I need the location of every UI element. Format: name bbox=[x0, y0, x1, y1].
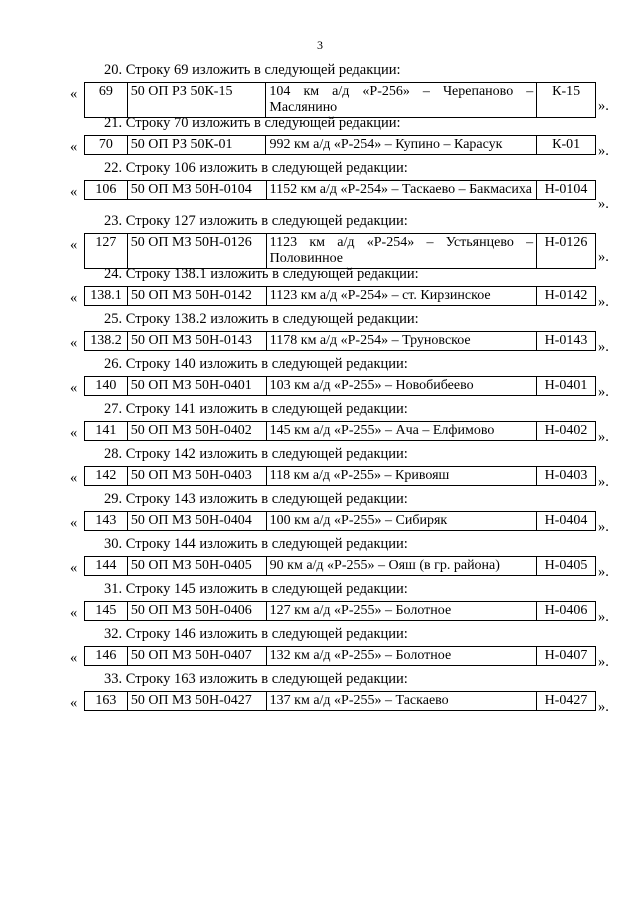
closing-quote: ». bbox=[598, 429, 609, 445]
amendment-heading: 27. Строку 141 изложить в следующей редакции: bbox=[104, 401, 408, 417]
amendment-heading: 31. Строку 145 изложить в следующей редакции: bbox=[104, 581, 408, 597]
opening-quote: « bbox=[70, 470, 78, 486]
table-row bbox=[85, 422, 596, 441]
table-row bbox=[85, 602, 596, 621]
road-name-cell: 100 км а/д «Р-255» – Сибиряк bbox=[266, 512, 536, 531]
row-number-cell: 144 bbox=[85, 557, 128, 576]
table-row-wrapper bbox=[0, 421, 640, 446]
amendment-heading: 32. Строку 146 изложить в следующей редакции: bbox=[104, 626, 408, 642]
road-code-cell: 50 ОП РЗ 50К-01 bbox=[127, 136, 266, 155]
road-table bbox=[84, 601, 596, 621]
opening-quote: « bbox=[70, 184, 78, 200]
amendment-item bbox=[0, 491, 640, 536]
table-row bbox=[85, 83, 596, 118]
road-name-cell: 127 км а/д «Р-255» – Болотное bbox=[266, 602, 536, 621]
short-code-cell: Н-0402 bbox=[537, 422, 596, 441]
road-table bbox=[84, 646, 596, 666]
road-name-cell: 90 км а/д «Р-255» – Ояш (в гр. района) bbox=[266, 557, 536, 576]
row-number-cell: 146 bbox=[85, 647, 128, 666]
short-code-cell: Н-0406 bbox=[537, 602, 596, 621]
road-table bbox=[84, 286, 596, 306]
table-row-wrapper bbox=[0, 646, 640, 671]
amendment-item bbox=[0, 311, 640, 356]
opening-quote: « bbox=[70, 139, 78, 155]
road-name-cell: 132 км а/д «Р-255» – Болотное bbox=[266, 647, 536, 666]
table-row bbox=[85, 647, 596, 666]
amendment-item bbox=[0, 446, 640, 491]
row-number-cell: 138.2 bbox=[85, 332, 128, 351]
road-name-cell: 104 км а/д «Р-256» – Черепаново – Маслянино bbox=[266, 83, 537, 118]
road-table bbox=[84, 180, 596, 200]
closing-quote: ». bbox=[598, 294, 609, 310]
opening-quote: « bbox=[70, 425, 78, 441]
table-row-wrapper bbox=[0, 331, 640, 356]
road-name-cell: 1123 км а/д «Р-254» – ст. Кирзинское bbox=[266, 287, 536, 306]
road-table bbox=[84, 421, 596, 441]
opening-quote: « bbox=[70, 86, 78, 102]
table-row-wrapper bbox=[0, 233, 640, 266]
opening-quote: « bbox=[70, 695, 78, 711]
short-code-cell: Н-0142 bbox=[537, 287, 596, 306]
table-row-wrapper bbox=[0, 556, 640, 581]
road-table bbox=[84, 466, 596, 486]
short-code-cell: Н-0401 bbox=[537, 377, 596, 396]
closing-quote: ». bbox=[598, 474, 609, 490]
row-number-cell: 138.1 bbox=[85, 287, 128, 306]
amendment-heading: 28. Строку 142 изложить в следующей редакции: bbox=[104, 446, 408, 462]
short-code-cell: Н-0104 bbox=[537, 181, 596, 200]
amendment-item bbox=[0, 401, 640, 446]
table-row-wrapper bbox=[0, 82, 640, 115]
table-row bbox=[85, 287, 596, 306]
closing-quote: ». bbox=[598, 699, 609, 715]
road-table bbox=[84, 376, 596, 396]
road-name-cell: 118 км а/д «Р-255» – Кривояш bbox=[266, 467, 536, 486]
amendment-item bbox=[0, 266, 640, 311]
amendment-heading: 26. Строку 140 изложить в следующей редакции: bbox=[104, 356, 408, 372]
opening-quote: « bbox=[70, 290, 78, 306]
road-code-cell: 50 ОП МЗ 50Н-0401 bbox=[127, 377, 266, 396]
road-code-cell: 50 ОП МЗ 50Н-0143 bbox=[127, 332, 266, 351]
table-row bbox=[85, 332, 596, 351]
table-row bbox=[85, 234, 596, 269]
table-row-wrapper bbox=[0, 376, 640, 401]
amendment-item bbox=[0, 581, 640, 626]
closing-quote: ». bbox=[598, 519, 609, 535]
road-table bbox=[84, 233, 596, 269]
closing-quote: ». bbox=[598, 143, 609, 159]
row-number-cell: 142 bbox=[85, 467, 128, 486]
closing-quote: ». bbox=[598, 654, 609, 670]
opening-quote: « bbox=[70, 237, 78, 253]
opening-quote: « bbox=[70, 335, 78, 351]
table-row bbox=[85, 136, 596, 155]
amendment-heading: 22. Строку 106 изложить в следующей редакции: bbox=[104, 160, 408, 176]
row-number-cell: 106 bbox=[85, 181, 128, 200]
amendment-heading: 24. Строку 138.1 изложить в следующей редакции: bbox=[104, 266, 419, 282]
page-number: 3 bbox=[317, 38, 323, 52]
road-name-cell: 1123 км а/д «Р-254» – Устьянцево – Половинное bbox=[266, 234, 536, 269]
row-number-cell: 143 bbox=[85, 512, 128, 531]
road-code-cell: 50 ОП МЗ 50Н-0407 bbox=[127, 647, 266, 666]
short-code-cell: Н-0405 bbox=[537, 557, 596, 576]
closing-quote: ». bbox=[598, 196, 609, 212]
road-table bbox=[84, 135, 596, 155]
document-body bbox=[0, 62, 640, 716]
short-code-cell: К-01 bbox=[537, 136, 596, 155]
amendment-item bbox=[0, 213, 640, 266]
road-code-cell: 50 ОП РЗ 50К-15 bbox=[127, 83, 266, 118]
road-name-cell: 103 км а/д «Р-255» – Новобибеево bbox=[266, 377, 536, 396]
road-name-cell: 145 км а/д «Р-255» – Ача – Елфимово bbox=[266, 422, 536, 441]
road-code-cell: 50 ОП МЗ 50Н-0406 bbox=[127, 602, 266, 621]
table-row-wrapper bbox=[0, 511, 640, 536]
opening-quote: « bbox=[70, 605, 78, 621]
road-name-cell: 992 км а/д «Р-254» – Купино – Карасук bbox=[266, 136, 537, 155]
road-code-cell: 50 ОП МЗ 50Н-0104 bbox=[127, 181, 266, 200]
row-number-cell: 141 bbox=[85, 422, 128, 441]
table-row-wrapper bbox=[0, 466, 640, 491]
short-code-cell: Н-0403 bbox=[537, 467, 596, 486]
table-row-wrapper bbox=[0, 135, 640, 160]
short-code-cell: Н-0407 bbox=[537, 647, 596, 666]
table-row-wrapper bbox=[0, 601, 640, 626]
road-table bbox=[84, 82, 596, 118]
short-code-cell: Н-0143 bbox=[537, 332, 596, 351]
road-name-cell: 1152 км а/д «Р-254» – Таскаево – Бакмасиха bbox=[266, 181, 536, 200]
table-row bbox=[85, 467, 596, 486]
closing-quote: ». bbox=[598, 98, 609, 114]
opening-quote: « bbox=[70, 560, 78, 576]
road-name-cell: 1178 км а/д «Р-254» – Труновское bbox=[266, 332, 536, 351]
road-table bbox=[84, 691, 596, 711]
closing-quote: ». bbox=[598, 339, 609, 355]
table-row bbox=[85, 512, 596, 531]
road-code-cell: 50 ОП МЗ 50Н-0404 bbox=[127, 512, 266, 531]
row-number-cell: 69 bbox=[85, 83, 128, 118]
road-table bbox=[84, 511, 596, 531]
road-table bbox=[84, 331, 596, 351]
row-number-cell: 145 bbox=[85, 602, 128, 621]
table-row bbox=[85, 692, 596, 711]
amendment-item bbox=[0, 356, 640, 401]
short-code-cell: Н-0404 bbox=[537, 512, 596, 531]
amendment-heading: 30. Строку 144 изложить в следующей редакции: bbox=[104, 536, 408, 552]
amendment-item bbox=[0, 115, 640, 160]
amendment-heading: 25. Строку 138.2 изложить в следующей редакции: bbox=[104, 311, 419, 327]
road-code-cell: 50 ОП МЗ 50Н-0402 bbox=[127, 422, 266, 441]
closing-quote: ». bbox=[598, 249, 609, 265]
closing-quote: ». bbox=[598, 564, 609, 580]
road-code-cell: 50 ОП МЗ 50Н-0403 bbox=[127, 467, 266, 486]
road-code-cell: 50 ОП МЗ 50Н-0142 bbox=[127, 287, 266, 306]
closing-quote: ». bbox=[598, 384, 609, 400]
table-row-wrapper bbox=[0, 180, 640, 213]
amendment-item bbox=[0, 62, 640, 115]
row-number-cell: 140 bbox=[85, 377, 128, 396]
amendment-heading: 29. Строку 143 изложить в следующей редакции: bbox=[104, 491, 408, 507]
row-number-cell: 163 bbox=[85, 692, 128, 711]
table-row-wrapper bbox=[0, 691, 640, 716]
amendment-item bbox=[0, 536, 640, 581]
opening-quote: « bbox=[70, 380, 78, 396]
amendment-heading: 33. Строку 163 изложить в следующей редакции: bbox=[104, 671, 408, 687]
short-code-cell: Н-0126 bbox=[537, 234, 596, 269]
short-code-cell: Н-0427 bbox=[537, 692, 596, 711]
road-code-cell: 50 ОП МЗ 50Н-0126 bbox=[127, 234, 266, 269]
short-code-cell: К-15 bbox=[537, 83, 596, 118]
amendment-item bbox=[0, 626, 640, 671]
amendment-item bbox=[0, 671, 640, 716]
road-code-cell: 50 ОП МЗ 50Н-0427 bbox=[127, 692, 266, 711]
table-row-wrapper bbox=[0, 286, 640, 311]
amendment-heading: 21. Строку 70 изложить в следующей редакции: bbox=[104, 115, 401, 131]
road-table bbox=[84, 556, 596, 576]
row-number-cell: 127 bbox=[85, 234, 128, 269]
row-number-cell: 70 bbox=[85, 136, 128, 155]
road-name-cell: 137 км а/д «Р-255» – Таскаево bbox=[266, 692, 536, 711]
road-code-cell: 50 ОП МЗ 50Н-0405 bbox=[127, 557, 266, 576]
opening-quote: « bbox=[70, 515, 78, 531]
amendment-heading: 20. Строку 69 изложить в следующей редакции: bbox=[104, 62, 401, 78]
opening-quote: « bbox=[70, 650, 78, 666]
amendment-item bbox=[0, 160, 640, 213]
table-row bbox=[85, 181, 596, 200]
amendment-heading: 23. Строку 127 изложить в следующей редакции: bbox=[104, 213, 408, 229]
table-row bbox=[85, 377, 596, 396]
closing-quote: ». bbox=[598, 609, 609, 625]
table-row bbox=[85, 557, 596, 576]
